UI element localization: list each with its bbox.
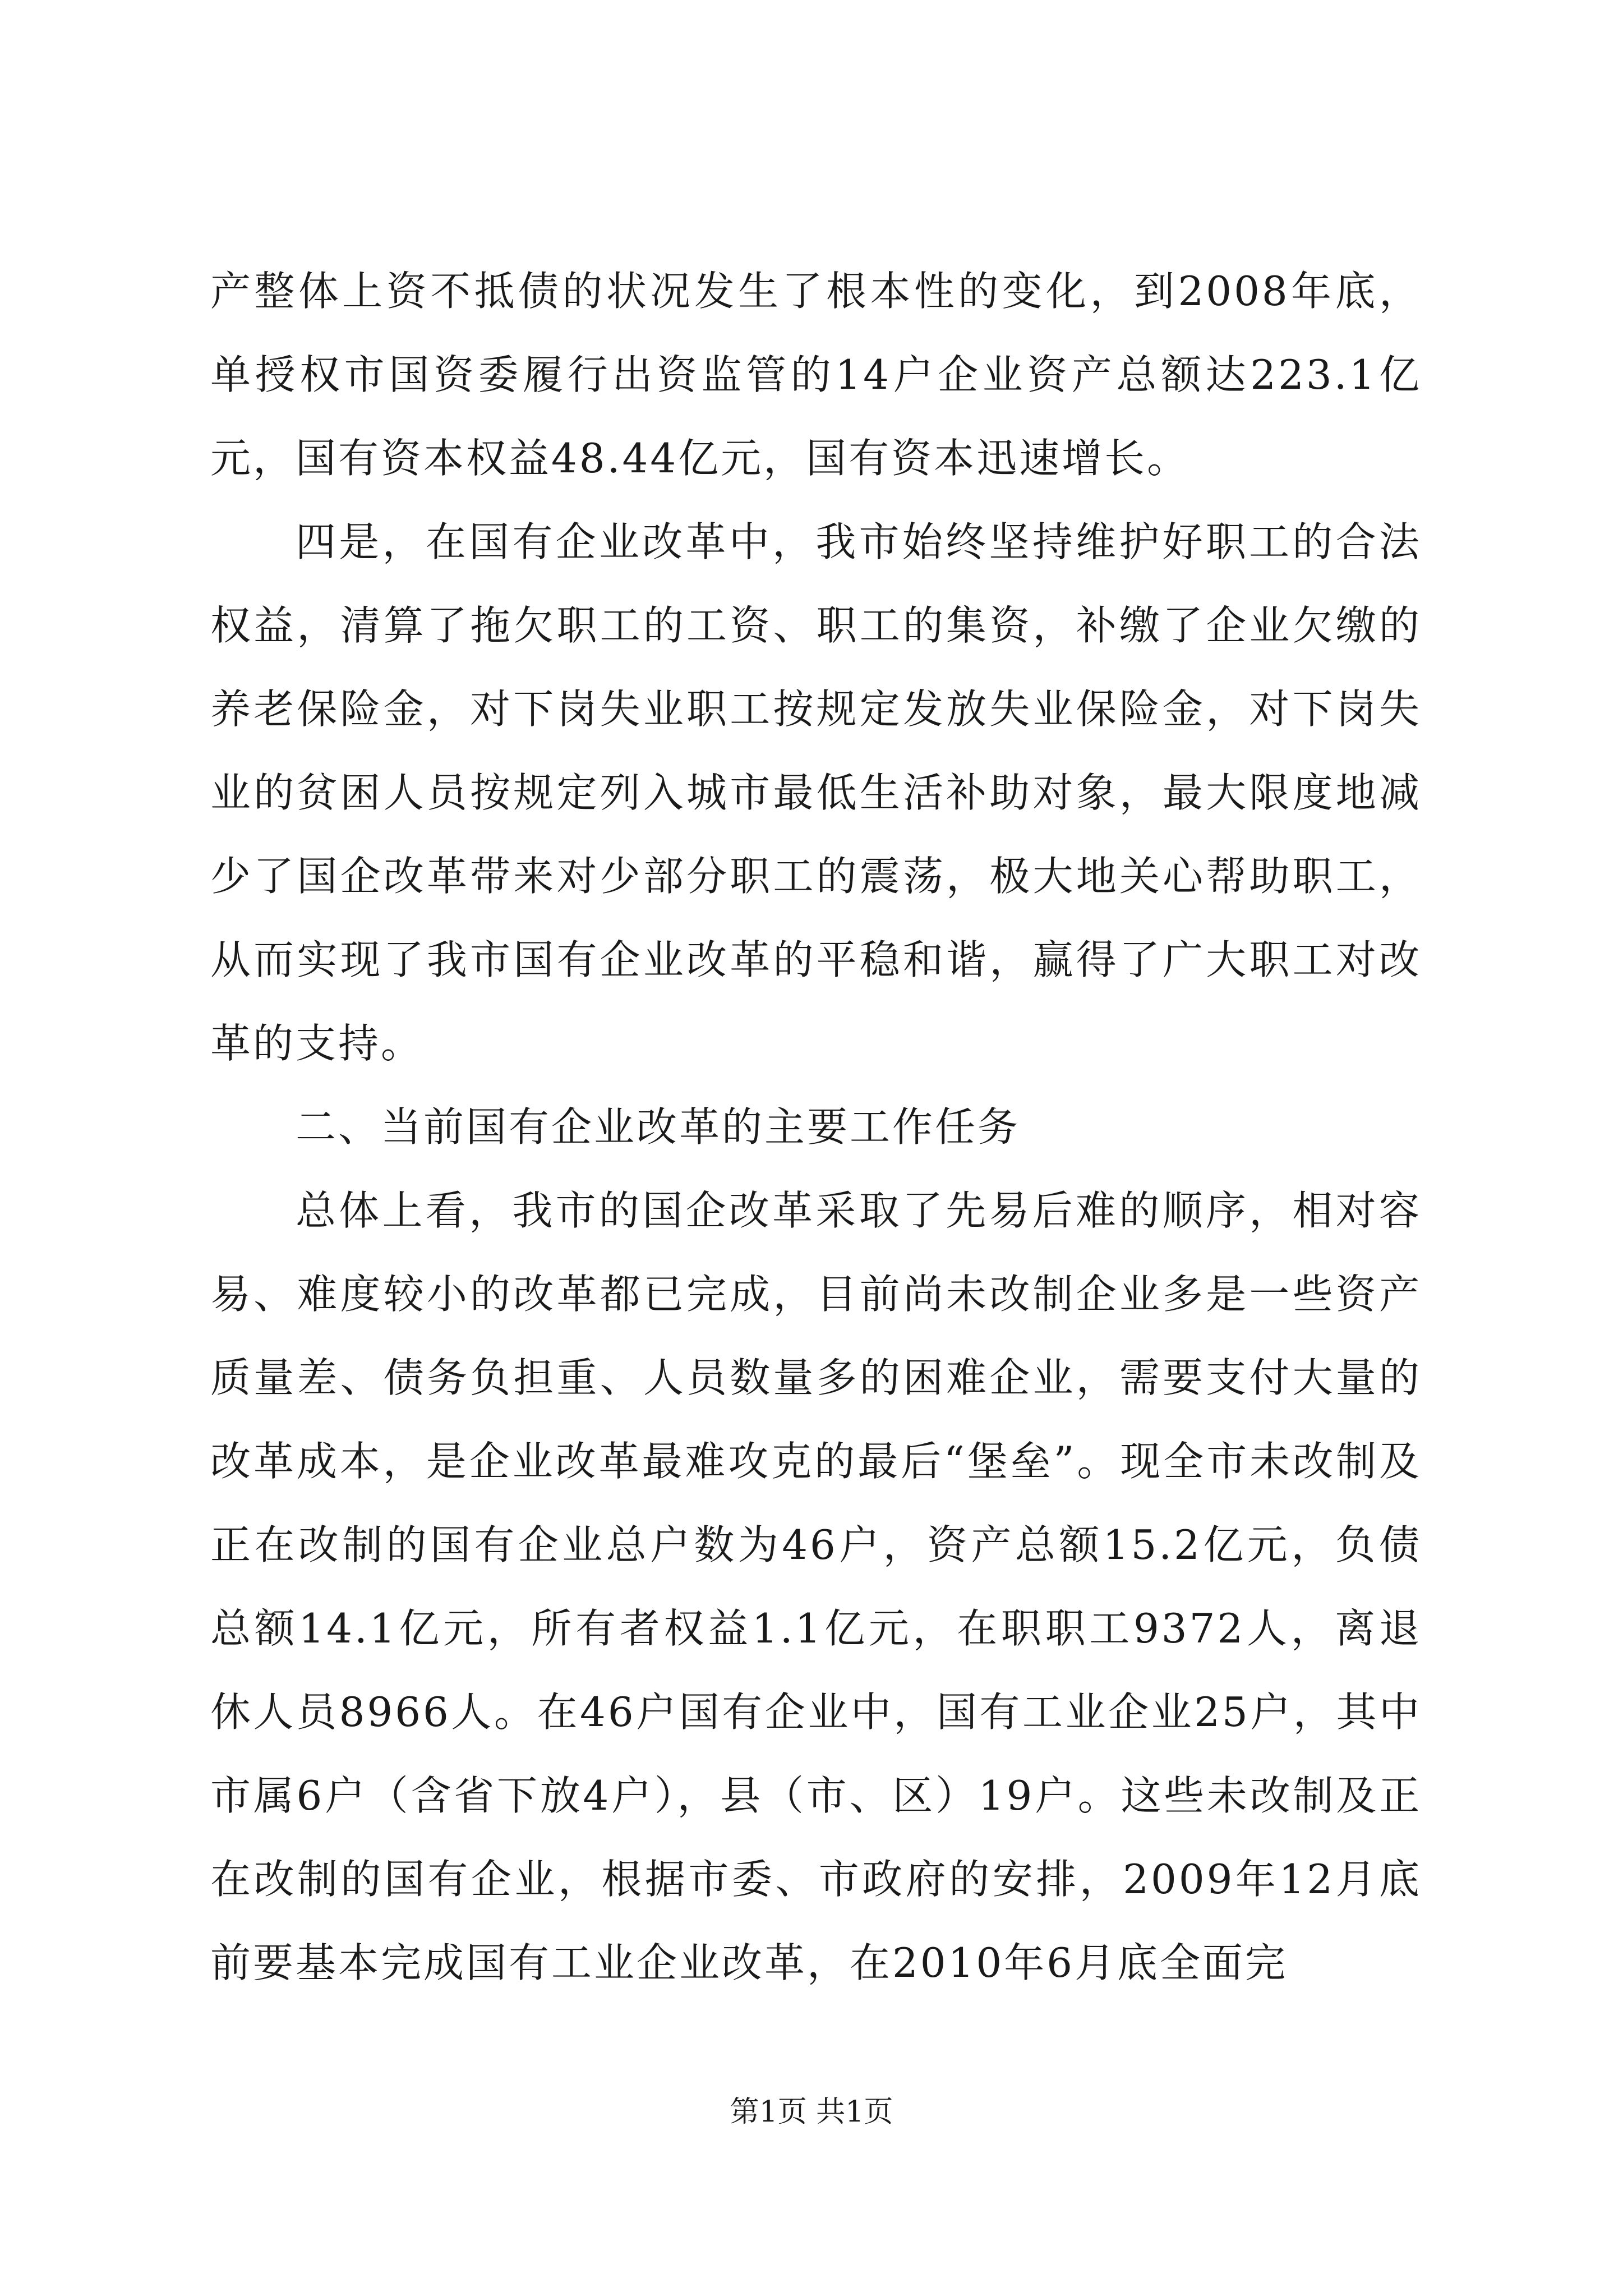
paragraph-overview: 总体上看，我市的国企改革采取了先易后难的顺序，相对容易、难度较小的改革都已完成，目前尚未改制企业多是一些资产质量差、债务负担重、人员数量多的困难企业，需要支付大量的改革成本，是企业改革最难攻克的最后“堡垒”。现全市未改制及正在改制的国有企业总户数为46户，资产总额15.2亿元，负债总额14.1亿元，所有者权益1.1亿元，在职职工9372人，离退休人员8966人。在46户国有企业中，国有工业企业25户，其中市属6户（含省下放4户），县（市、区）19户。这些未改制及正在改制的国有企业，根据市委、市政府的安排，2009年12月底前要基本完成国有工业企业改革，在2010年6月底全面完 — [210, 1187, 1422, 1986]
page-number-footer: 第1页 共1页 — [730, 2095, 893, 2129]
paragraph-point-four: 四是，在国有企业改革中，我市始终坚持维护好职工的合法权益，清算了拖欠职工的工资、职工的集资，补缴了企业欠缴的养老保险金，对下岗失业职工按规定发放失业保险金，对下岗失业的贫困人员按规定列入城市最低生活补助对象，最大限度地减少了国企改革带来对少部分职工的震荡，极大地关心帮助职工，从而实现了我市国有企业改革的平稳和谐，赢得了广大职工对改革的支持。 — [210, 518, 1422, 1067]
section-heading: 二、当前国有企业改革的主要工作任务 — [296, 1103, 1021, 1151]
paragraph-continuation: 产整体上资不抵债的状况发生了根本性的变化，到2008年底，单授权市国资委履行出资监管的14户企业资产总额达223.1亿元，国有资本权益48.44亿元，国有资本迅速增长。 — [210, 268, 1422, 482]
document-body — [210, 250, 1422, 2005]
